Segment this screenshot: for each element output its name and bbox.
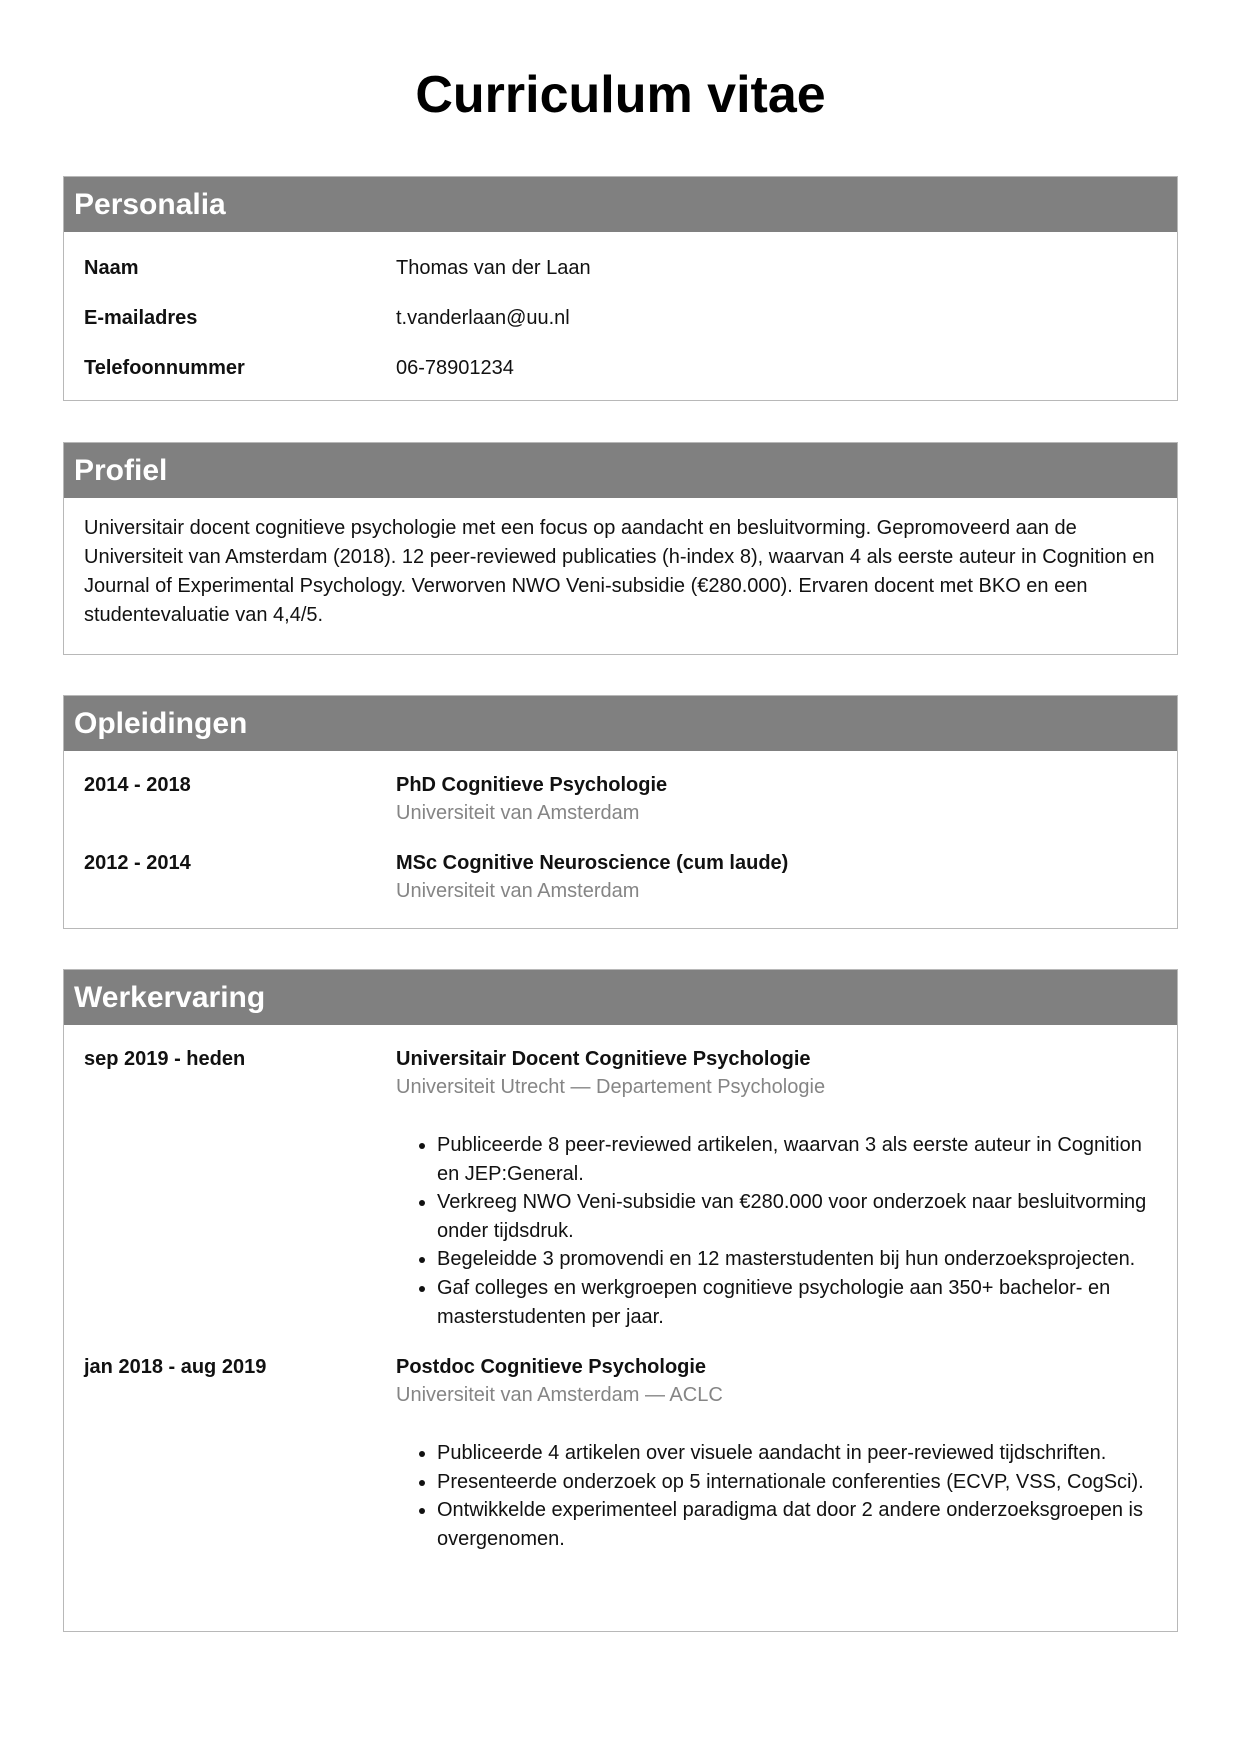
section-profiel (63, 442, 1178, 655)
work-item (84, 1045, 1157, 1331)
list-item: • Begeleidde 3 promovendi en 12 masterstudenten bij hun onderzoeksprojecten. (437, 1245, 1157, 1274)
education-details (396, 849, 1157, 905)
education-title: PhD Cognitieve Psychologie (396, 774, 668, 796)
list-item: • Gaf colleges en werkgroepen cognitieve psychologie aan 350+ bachelor- en masterstudenten per jaar. (437, 1274, 1157, 1331)
work-title: Universitair Docent Cognitieve Psychologie (396, 1048, 811, 1070)
work-period: jan 2018 - aug 2019 (84, 1356, 267, 1379)
section-personalia (63, 176, 1178, 401)
section-heading-profiel: Profiel (64, 443, 1177, 498)
email-value: t.vanderlaan@uu.nl (396, 307, 570, 329)
work-title: Postdoc Cognitieve Psychologie (396, 1356, 707, 1379)
education-item (84, 849, 1157, 905)
list-item: • Publiceerde 4 artikelen over visuele aandacht in peer-reviewed tijdschriften. (437, 1439, 1157, 1468)
email-label: E-mailadres (84, 307, 198, 329)
education-period: 2014 - 2018 (84, 774, 191, 796)
personalia-body (64, 232, 1177, 382)
work-item (84, 1353, 1157, 1553)
werkervaring-body (64, 1025, 1177, 1554)
personalia-row-email (84, 304, 1157, 332)
section-opleidingen (63, 695, 1178, 929)
profile-text: Universitair docent cognitieve psychologie met een focus op aandacht en besluitvorming. Gepromoveerd aan de Universiteit van Amsterdam (2018). 12 peer-reviewed publicaties (h-index 8), waarvan 4 als eerste auteur in Cognition en Journal of Experimental Psychology. Verworven NWO Veni-subsidie (€280.000). Ervaren docent met BKO en een studentevaluatie van 4,4/5. (84, 517, 1155, 626)
name-value: Thomas van der Laan (396, 257, 591, 279)
work-details (396, 1045, 1157, 1331)
section-heading-werkervaring: Werkervaring (64, 970, 1177, 1025)
work-employer: Universiteit van Amsterdam — ACLC (396, 1384, 723, 1407)
education-item (84, 771, 1157, 827)
education-title: MSc Cognitive Neuroscience (cum laude) (396, 852, 789, 874)
education-period: 2012 - 2014 (84, 852, 191, 874)
work-period: sep 2019 - heden (84, 1048, 246, 1070)
opleidingen-body (64, 751, 1177, 905)
page-title: Curriculum vitae (415, 66, 826, 124)
section-werkervaring (63, 969, 1178, 1632)
personalia-row-name (84, 254, 1157, 282)
phone-value: 06-78901234 (396, 357, 514, 379)
education-institution: Universiteit van Amsterdam (396, 880, 640, 902)
work-employer: Universiteit Utrecht — Departement Psychologie (396, 1076, 826, 1098)
phone-label: Telefoonnummer (84, 357, 245, 379)
education-details (396, 771, 1157, 827)
list-item: • Verkreeg NWO Veni-subsidie van €280.000 voor onderzoek naar besluitvorming onder tijdsdruk. (437, 1188, 1157, 1245)
profiel-body (64, 498, 1177, 630)
work-achievements (396, 1439, 1157, 1553)
section-heading-opleidingen: Opleidingen (64, 696, 1177, 751)
list-item: • Presenteerde onderzoek op 5 internationale conferenties (ECVP, VSS, CogSci). (437, 1468, 1157, 1497)
work-achievements (396, 1131, 1157, 1331)
list-item: • Publiceerde 8 peer-reviewed artikelen, waarvan 3 als eerste auteur in Cognition en JEP:General. (437, 1131, 1157, 1188)
education-institution: Universiteit van Amsterdam (396, 802, 640, 824)
section-heading-personalia: Personalia (64, 177, 1177, 232)
list-item: • Ontwikkelde experimenteel paradigma dat door 2 andere onderzoeksgroepen is overgenomen. (437, 1496, 1157, 1553)
name-label: Naam (84, 257, 139, 279)
work-details (396, 1353, 1157, 1553)
personalia-row-phone (84, 354, 1157, 382)
